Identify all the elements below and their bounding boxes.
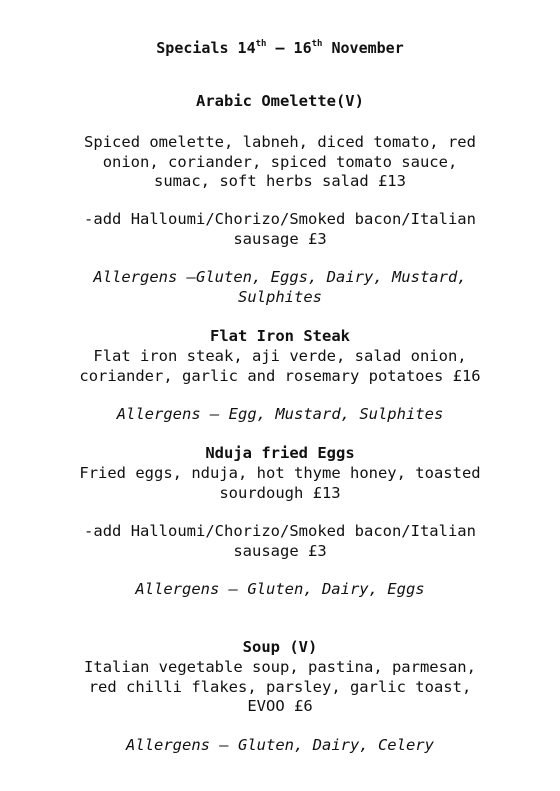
item-description: Spiced omelette, labneh, diced tomato, red onion, coriander, spiced tomato sauce, sumac, soft herbs salad £13 [84, 133, 476, 190]
title-suffix: November [322, 39, 404, 57]
item-name: Soup (V) [242, 638, 318, 656]
item-description: Flat iron steak, aji verde, salad onion, coriander, garlic and rosemary potatoes £16 [79, 347, 481, 385]
item-allergens: Allergens –Gluten, Eggs, Dairy, Mustard, Sulphites [93, 268, 467, 306]
item-addon: -add Halloumi/Chorizo/Smoked bacon/Italian sausage £3 [84, 522, 476, 560]
item-allergens: Allergens – Egg, Mustard, Sulphites [116, 405, 444, 423]
item-name: Flat Iron Steak [210, 327, 350, 345]
item-description: Italian vegetable soup, pastina, parmesan, red chilli flakes, parsley, garlic toast, EVOO £6 [84, 658, 476, 715]
title-prefix: Specials 14 [156, 39, 256, 57]
item-description: Fried eggs, nduja, hot thyme honey, toasted sourdough £13 [79, 464, 481, 502]
title-superscript-1: th [255, 39, 267, 49]
item-addon: -add Halloumi/Chorizo/Smoked bacon/Italian sausage £3 [84, 210, 476, 248]
item-allergens: Allergens – Gluten, Dairy, Eggs [135, 580, 425, 598]
item-name: Arabic Omelette(V) [196, 92, 364, 110]
title-superscript-2: th [311, 39, 323, 49]
item-name: Nduja fried Eggs [205, 444, 355, 462]
item-allergens: Allergens – Gluten, Dairy, Celery [126, 736, 434, 754]
title-middle: – 16 [266, 39, 312, 57]
page-title [0, 34, 560, 59]
